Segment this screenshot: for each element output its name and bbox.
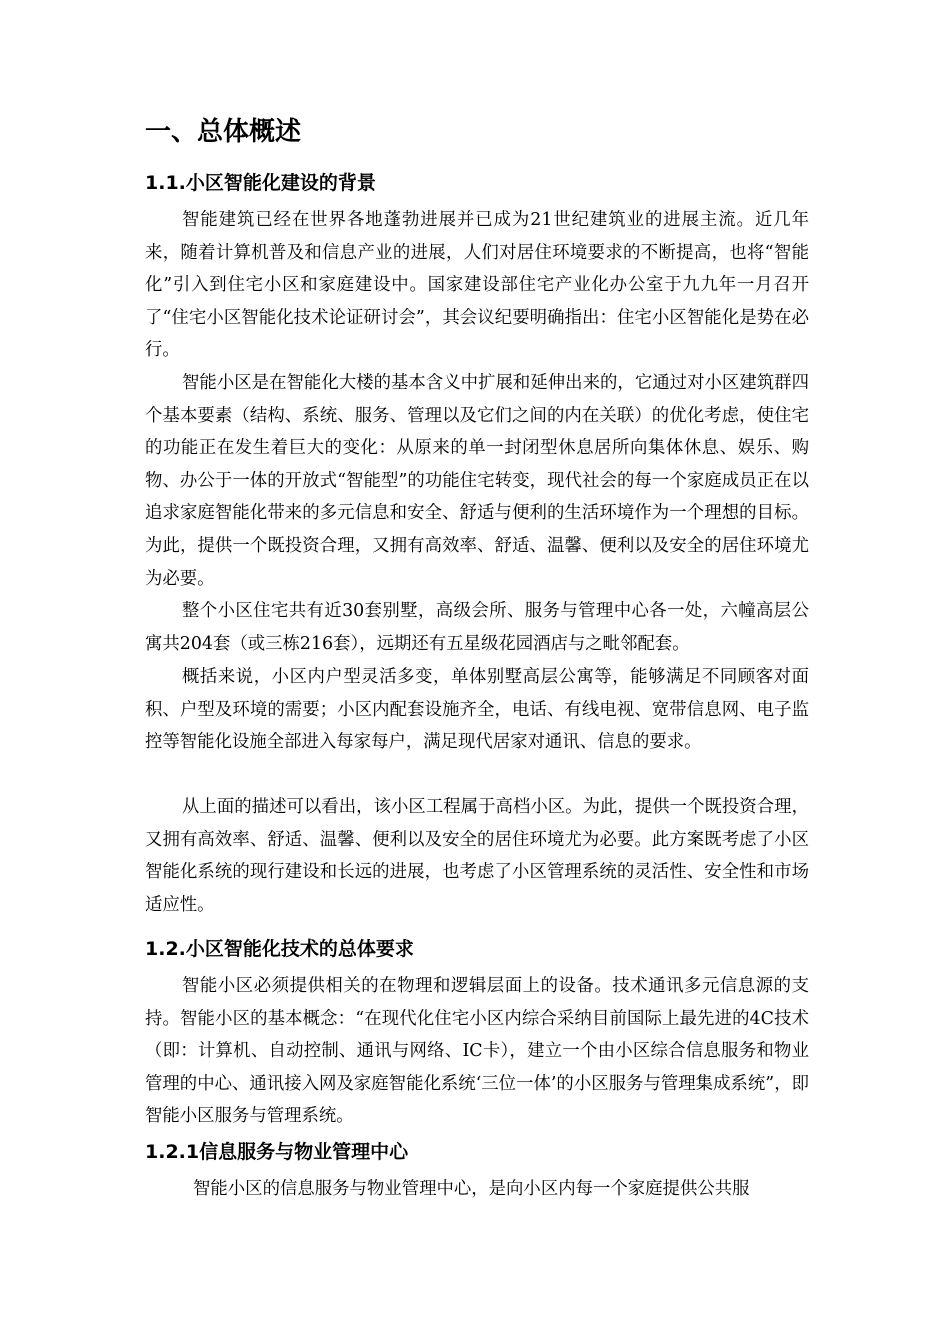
paragraph-background-5: 从上面的描述可以看出，该小区工程属于高档小区。为此，提供一个既投资合理，又拥有高效率、舒适、温馨、便利以及安全的居住环境尤为必要。此方案既考虑了小区智能化系统的现行建设和长远的进展，也考虑了小区管理系统的灵活性、安全性和市场适应性。 [145, 797, 809, 915]
paragraph-info-service-1: 智能小区的信息服务与物业管理中心，是向小区内每一个家庭提供公共服 [193, 1179, 750, 1199]
section-heading-1-2: 1.2.小区智能化技术的总体要求 [145, 938, 414, 960]
paragraph-background-1: 智能建筑已经在世界各地蓬勃进展并已成为21世纪建筑业的进展主流。近几年来，随着计算机普及和信息产业的进展，人们对居住环境要求的不断提高，也将“智能化”引入到住宅小区和家庭建设中。国家建设部住宅产业化办公室于九九年一月召开了“住宅小区智能化技术论证研讨会”，其会议纪要明确指出：住宅小区智能化是势在必行。 [145, 210, 809, 361]
section-heading-1-1: 1.1.小区智能化建设的背景 [145, 172, 376, 194]
document-title: 一、总体概述 [145, 117, 302, 147]
paragraph-background-4: 概括来说，小区内户型灵活多变，单体别墅高层公寓等，能够满足不同顾客对面积、户型及环境的需要；小区内配套设施齐全，电话、有线电视、宽带信息网、电子监控等智能化设施全部进入每家每户，满足现代居家对通讯、信息的要求。 [145, 667, 809, 753]
paragraph-background-2: 智能小区是在智能化大楼的基本含义中扩展和延伸出来的，它通过对小区建筑群四个基本要素（结构、系统、服务、管理以及它们之间的内在关联）的优化考虑，使住宅的功能正在发生着巨大的变化：从原来的单一封闭型休息居所向集体休息、娱乐、购物、办公于一体的开放式“智能型”的功能住宅转变，现代社会的每一个家庭成员正在以追求家庭智能化带来的多元信息和安全、舒适与便利的生活环境作为一个理想的目标。为此，提供一个既投资合理，又拥有高效率、舒适、温馨、便利以及安全的居住环境尤为必要。 [145, 373, 809, 589]
section-heading-1-2-1: 1.2.1信息服务与物业管理中心 [145, 1141, 409, 1163]
paragraph-background-3: 整个小区住宅共有近30套别墅，高级会所、服务与管理中心各一处，六幢高层公寓共204套（或三栋216套），远期还有五星级花园酒店与之毗邻配套。 [145, 601, 809, 654]
paragraph-requirements-1: 智能小区必须提供相关的在物理和逻辑层面上的设备。技术通讯多元信息源的支持。智能小区的基本概念：“在现代化住宅小区内综合采纳目前国际上最先进的4C技术（即：计算机、自动控制、通讯与网络、IC卡），建立一个由小区综合信息服务和物业管理的中心、通讯接入网及家庭智能化系统‘三位一体’的小区服务与管理集成系统”，即智能小区服务与管理系统。 [145, 976, 809, 1127]
